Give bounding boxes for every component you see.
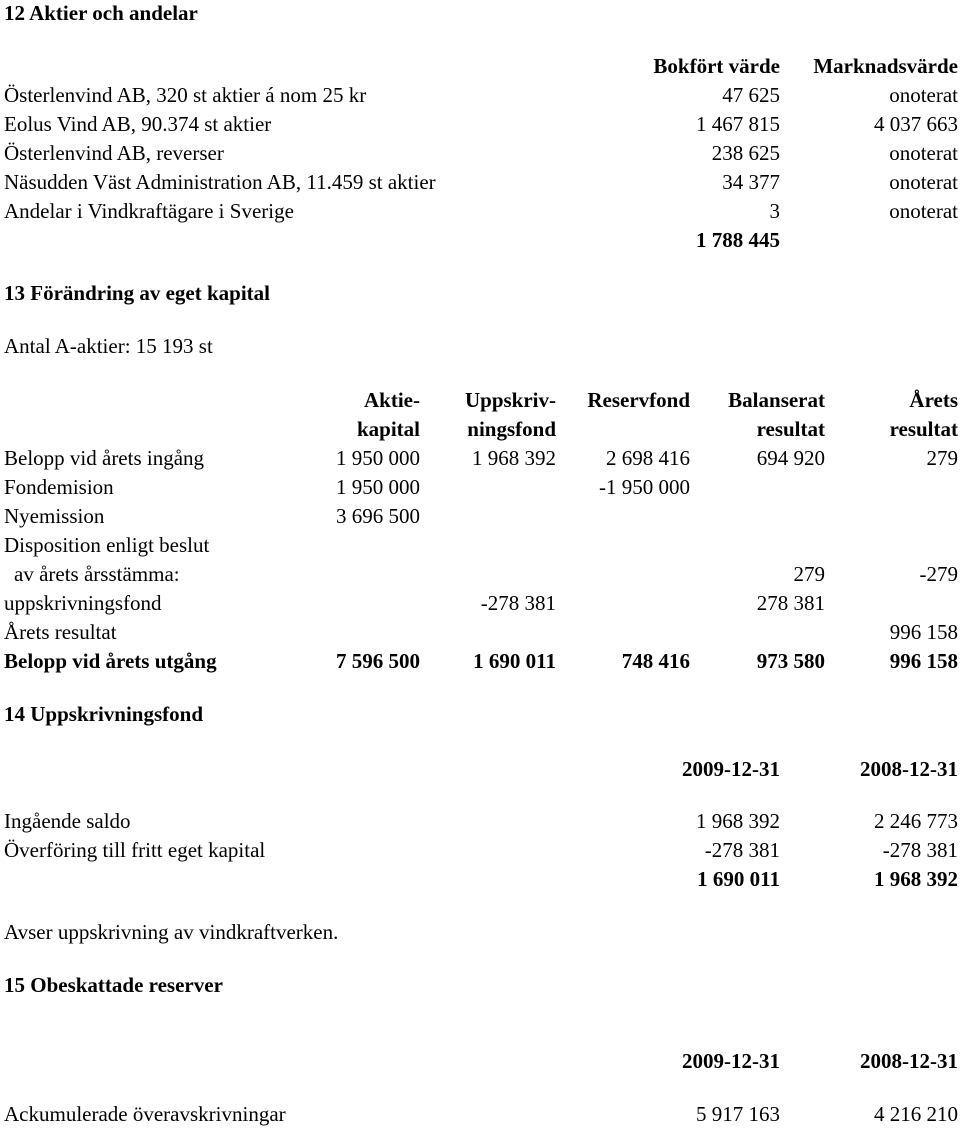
note-15-heading: 15 Obeskattade reserver [4,973,223,997]
col-header-arets: Årets [909,388,958,412]
note-14-heading: 14 Uppskrivningsfond [4,702,203,726]
s12-row-book: 238 625 [711,141,780,165]
s13-row-label: Årets resultat [4,620,117,644]
s13-cell: -278 381 [480,591,556,615]
s14-row-label: Överföring till fritt eget kapital [4,838,266,862]
s13-cell: 996 158 [889,620,958,644]
s13-cell: 279 [926,446,958,470]
s12-row-book: 3 [769,199,780,223]
s13-total-cell: 1 690 011 [473,649,556,673]
s13-cell: 3 696 500 [336,504,420,528]
s15-row-label: Ackumulerade överavskrivningar [4,1102,286,1126]
note-12-heading: 12 Aktier och andelar [4,1,198,25]
s12-row-book: 47 625 [722,83,780,107]
s14-cell: -278 381 [704,838,780,862]
col-header-book-value: Bokfört värde [653,54,780,78]
shares-note: Antal A-aktier: 15 193 st [4,334,213,358]
s12-row-label: Österlenvind AB, 320 st aktier á nom 25 kr [4,83,367,107]
s15-cell: 5 917 163 [696,1102,780,1126]
col-header-arets-2: resultat [889,417,958,441]
s14-cell: -278 381 [882,838,958,862]
s13-cell: 1 968 392 [472,446,556,470]
s13-total-cell: 973 580 [756,649,825,673]
col-header-uppskrivningsfond-2: ningsfond [467,417,556,441]
col-header-reservfond: Reservfond [587,388,690,412]
s14-total: 1 690 011 [697,867,780,891]
s12-row-market: onoterat [889,170,958,194]
s13-cell: 279 [793,562,825,586]
s14-total: 1 968 392 [874,867,958,891]
s15-col-2008: 2008-12-31 [860,1049,958,1073]
s12-row-label: Näsudden Väst Administration AB, 11.459 st aktier [4,170,436,194]
col-header-uppskrivningsfond: Uppskriv- [464,388,556,412]
s14-cell: 1 968 392 [696,809,780,833]
s12-row-market: onoterat [889,141,958,165]
s12-row-label: Eolus Vind AB, 90.374 st aktier [4,112,272,136]
s13-row-label: Nyemission [4,504,105,528]
s12-row-label: Andelar i Vindkraftägare i Sverige [4,199,294,223]
s13-cell: -279 [919,562,958,586]
col-header-aktiekapital-2: kapital [356,417,420,441]
s15-cell: 4 216 210 [874,1102,958,1126]
s13-cell: 2 698 416 [606,446,690,470]
s14-row-label: Ingående saldo [4,809,131,833]
s13-cell: -1 950 000 [599,475,690,499]
col-header-market-value: Marknadsvärde [813,54,958,78]
s13-cell: 278 381 [756,591,825,615]
s13-total-cell: 7 596 500 [336,649,420,673]
s12-row-book: 34 377 [722,170,780,194]
col-header-balanserat: Balanserat [728,388,825,412]
s13-total-cell: 996 158 [889,649,958,673]
col-header-balanserat-2: resultat [756,417,825,441]
s14-col-2009: 2009-12-31 [682,757,780,781]
s13-total-label: Belopp vid årets utgång [4,649,217,673]
s13-row-label: Disposition enligt beslut [4,533,210,557]
s12-row-market: onoterat [889,83,958,107]
s12-row-book: 1 467 815 [696,112,780,136]
s14-cell: 2 246 773 [874,809,958,833]
s13-row-label: uppskrivningsfond [4,591,162,615]
s12-total: 1 788 445 [696,228,780,252]
s13-cell: 1 950 000 [336,446,420,470]
s14-col-2008: 2008-12-31 [860,757,958,781]
s12-row-market: 4 037 663 [874,112,958,136]
s12-row-label: Österlenvind AB, reverser [4,141,224,165]
s15-col-2009: 2009-12-31 [682,1049,780,1073]
col-header-aktiekapital: Aktie- [364,388,420,412]
s12-row-market: onoterat [889,199,958,223]
s13-row-label: av årets årsstämma: [14,562,180,586]
s13-cell: 694 920 [756,446,825,470]
s13-row-label: Fondemision [4,475,114,499]
s13-row-label: Belopp vid årets ingång [4,446,205,470]
s13-cell: 1 950 000 [336,475,420,499]
note-13-heading: 13 Förändring av eget kapital [4,281,270,305]
s14-note: Avser uppskrivning av vindkraftverken. [4,920,339,944]
s13-total-cell: 748 416 [621,649,690,673]
